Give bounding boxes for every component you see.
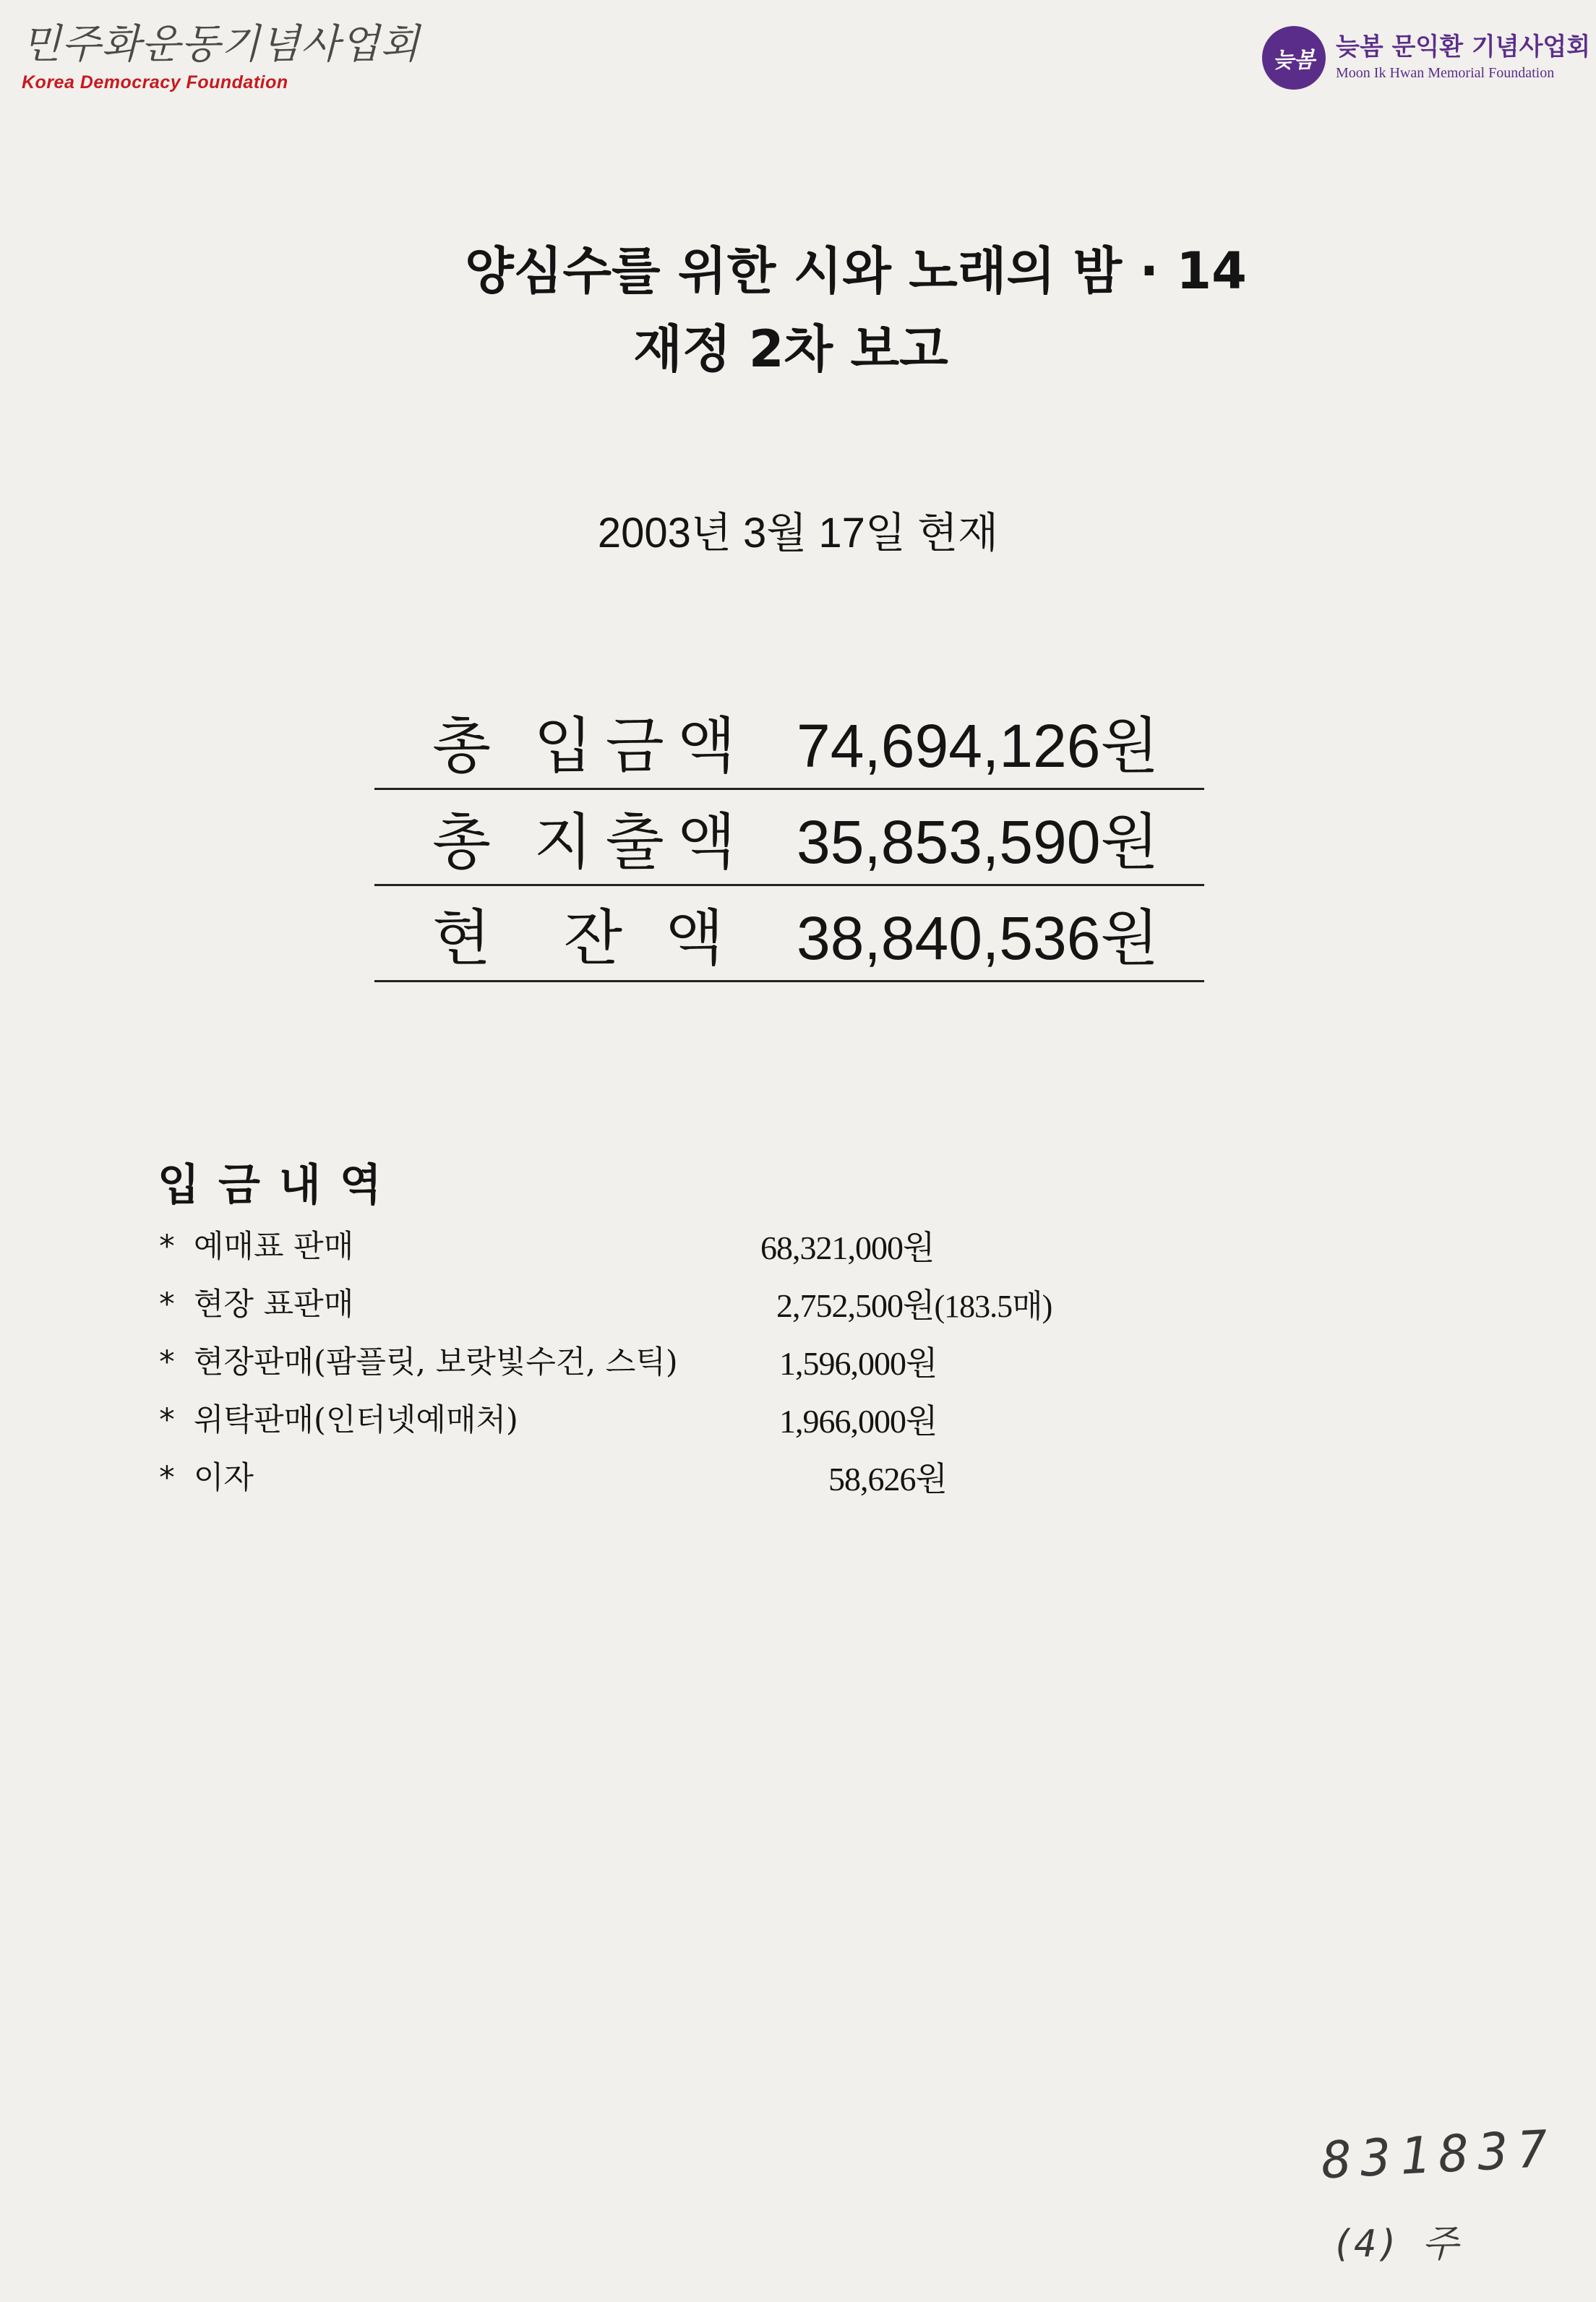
amount-value: 1,596,000원 bbox=[779, 1345, 938, 1382]
report-date: 2003년 3월 17일 현재 bbox=[597, 510, 999, 557]
bullet: * bbox=[158, 1229, 176, 1265]
income-item bbox=[158, 1460, 254, 1496]
summary-label: 총 입금액 bbox=[432, 711, 749, 780]
handwritten-note: (4) 주 bbox=[1331, 2222, 1459, 2266]
summary-label: 현 잔 액 bbox=[432, 903, 737, 972]
income-item-label: 현장 표판매 bbox=[193, 1287, 354, 1323]
left-logo-english: Korea Democracy Foundation bbox=[22, 72, 288, 93]
right-logo-korean: 늦봄 문익환 기념사업회 bbox=[1336, 32, 1591, 61]
amount-note: (183.5매) bbox=[934, 1289, 1052, 1324]
summary-amount: 38,840,536원 bbox=[797, 903, 1159, 972]
income-item bbox=[158, 1287, 354, 1323]
income-item-label: 예매표 판매 bbox=[193, 1229, 354, 1265]
summary-row-total-expense bbox=[374, 790, 1204, 886]
income-item bbox=[158, 1229, 354, 1265]
bullet: * bbox=[158, 1460, 176, 1496]
financial-summary bbox=[374, 694, 1204, 982]
income-item-label: 위탁판매(인터넷예매처) bbox=[193, 1402, 518, 1438]
income-item bbox=[158, 1402, 518, 1438]
income-item-label: 현장판매(팜플릿, 보랏빛수건, 스틱) bbox=[193, 1344, 678, 1380]
korea-democracy-foundation-logo bbox=[22, 21, 420, 93]
amount-value: 58,626원 bbox=[828, 1461, 947, 1498]
summary-row-balance bbox=[374, 886, 1204, 982]
amount-value: 2,752,500원 bbox=[776, 1287, 935, 1324]
handwritten-number: 831837 bbox=[1320, 2118, 1558, 2191]
amount-value: 68,321,000원 bbox=[760, 1229, 935, 1266]
seal-icon: 늦봄 bbox=[1262, 26, 1326, 90]
income-details-heading: 입금내역 bbox=[158, 1160, 400, 1211]
document-title-line2: 재정 2차 보고 bbox=[633, 319, 948, 379]
summary-amount: 35,853,590원 bbox=[797, 807, 1159, 876]
income-item-amount bbox=[779, 1347, 937, 1380]
amount-value: 1,966,000원 bbox=[779, 1403, 938, 1440]
income-item-amount bbox=[828, 1463, 947, 1496]
income-item-label: 이자 bbox=[193, 1460, 254, 1496]
summary-amount: 74,694,126원 bbox=[797, 711, 1159, 780]
moon-ik-hwan-foundation-logo bbox=[1262, 26, 1590, 90]
left-logo-korean: 민주화운동기념사업회 bbox=[22, 21, 420, 68]
summary-label: 총 지출액 bbox=[432, 807, 749, 876]
summary-row-total-income bbox=[374, 694, 1204, 790]
right-logo-english: Moon Ik Hwan Memorial Foundation bbox=[1336, 65, 1555, 82]
bullet: * bbox=[158, 1287, 176, 1323]
income-item-amount bbox=[779, 1405, 937, 1438]
bullet: * bbox=[158, 1344, 176, 1380]
income-item-amount bbox=[776, 1289, 1052, 1323]
income-item-amount bbox=[760, 1229, 935, 1266]
document-title-line1: 양심수를 위한 시와 노래의 밤 · 14 bbox=[465, 241, 1247, 301]
income-item bbox=[158, 1344, 678, 1380]
bullet: * bbox=[158, 1402, 176, 1438]
